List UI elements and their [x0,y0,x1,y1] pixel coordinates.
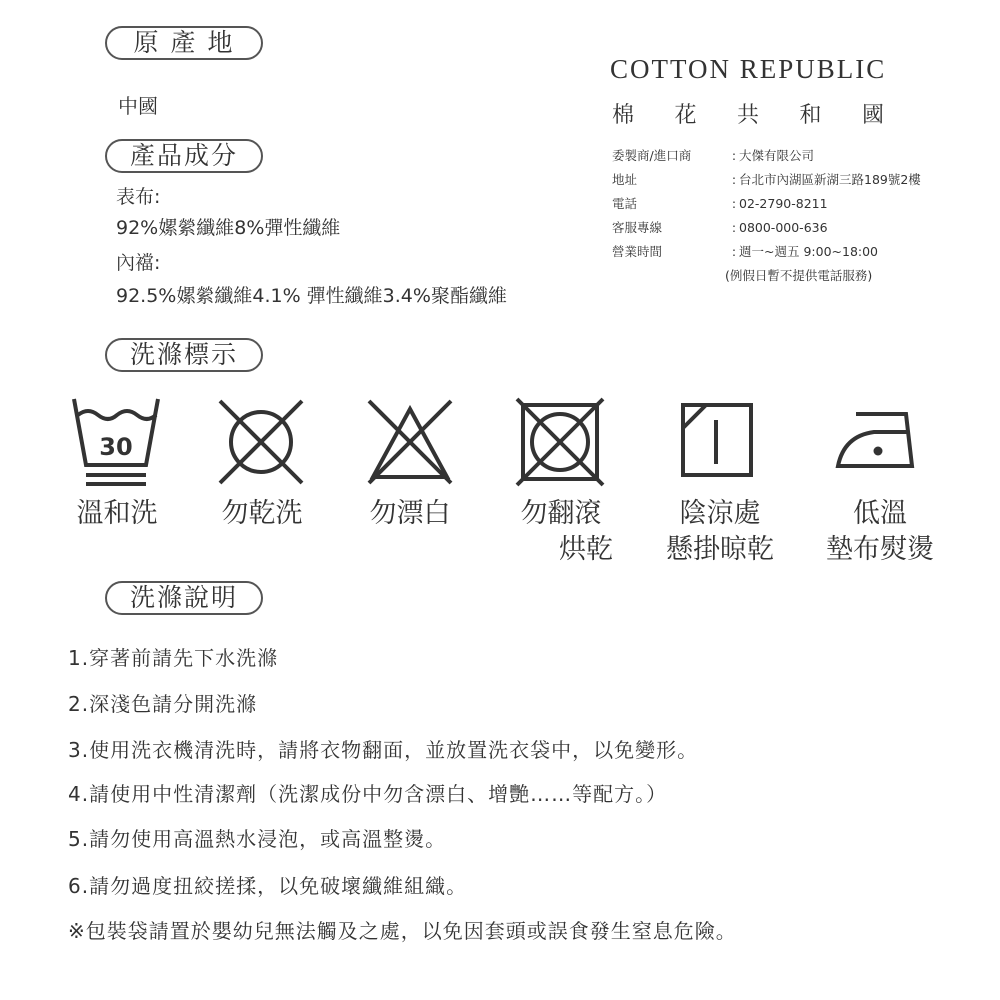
composition-line: 內襠: [116,252,161,274]
contact-separator: : [731,244,737,259]
no-dry-clean-icon [216,397,306,487]
composition-line: 92%嫘縈纖維8%彈性纖維 [116,217,341,239]
contact-separator: : [731,148,737,163]
contact-label: 營業時間 [612,244,663,259]
contact-value: 週一~週五 9:00~18:00 [739,244,879,259]
instruction-item: 4.請使用中性清潔劑（洗潔成份中勿含漂白、增艷……等配方。） [68,782,668,806]
instruction-item: 5.請勿使用高溫熱水浸泡，或高溫整燙。 [68,827,447,851]
care-caption-line2: 懸掛晾乾 [666,534,774,565]
no-tumble-dry-icon [515,397,605,487]
contact-value: 0800-000-636 [739,220,828,235]
contact-row [612,168,921,192]
wash-temperature: 30 [99,433,133,461]
care-caption-line1: 低溫 [853,498,907,529]
brand-char: 棉 [612,103,635,128]
composition-line: 92.5%嫘縈纖維4.1% 彈性纖維3.4%聚酯纖維 [116,285,507,307]
care-labels-heading: 洗滌標示 [105,338,263,372]
brand-char: 共 [736,103,759,128]
care-caption-line1: 勿乾洗 [221,498,303,529]
contact-row [612,192,921,216]
instruction-item: 6.請勿過度扭絞搓揉，以免破壞纖維組織。 [68,874,468,898]
care-caption-line2: 墊布熨燙 [826,534,934,565]
contact-separator: : [731,196,737,211]
brand-char: 花 [674,103,697,128]
contact-block [612,144,921,288]
care-caption [42,496,192,532]
contact-separator: : [731,172,737,187]
composition-heading: 產品成分 [105,139,263,173]
brand-char: 和 [799,103,822,128]
contact-row [612,144,921,168]
contact-value: 大傑有限公司 [739,148,815,163]
care-caption-line1: 溫和洗 [76,498,158,529]
wash-30-gentle-icon [72,395,162,495]
composition-line: 表布: [116,186,161,208]
instruction-warning: ※包裝袋請置於嬰幼兒無法觸及之處，以免因套頭或誤食發生窒息危險。 [68,919,737,943]
line-dry-shade-icon [680,402,760,482]
brand-name-en: COTTON REPUBLIC [610,54,887,84]
care-caption [187,496,337,532]
care-caption [800,496,960,568]
care-caption-line2: 烘乾 [559,534,613,565]
instructions-heading: 洗滌說明 [105,581,263,615]
care-caption [486,496,636,568]
instruction-item: 3.使用洗衣機清洗時，請將衣物翻面，並放置洗衣袋中，以免變形。 [68,738,699,762]
origin-value: 中國 [118,94,158,118]
care-caption-line1: 勿翻滾 [520,498,602,529]
contact-note-row [612,264,921,288]
contact-label: 地址 [612,172,638,187]
no-bleach-icon [365,397,455,487]
instruction-item: 2.深淺色請分開洗滌 [68,692,258,716]
contact-value: 台北市內湖區新湖三路189號2樓 [739,172,921,187]
contact-value: 02-2790-8211 [739,196,828,211]
care-caption-line1: 勿漂白 [369,498,451,529]
contact-label: 客服專線 [612,220,663,235]
contact-label: 電話 [612,196,638,211]
care-caption [640,496,800,568]
brand-char: 國 [861,103,884,128]
contact-separator: : [731,220,737,235]
contact-note: (例假日暫不提供電話服務) [725,268,873,283]
iron-low-icon [834,406,924,476]
contact-label: 委製商/進口商 [612,148,692,163]
contact-row [612,216,921,240]
brand-name-zh [612,98,884,129]
contact-row [612,240,921,264]
care-caption [335,496,485,532]
instruction-item: 1.穿著前請先下水洗滌 [68,646,279,670]
care-caption-line1: 陰涼處 [679,498,761,529]
origin-heading: 原 產 地 [105,26,263,60]
